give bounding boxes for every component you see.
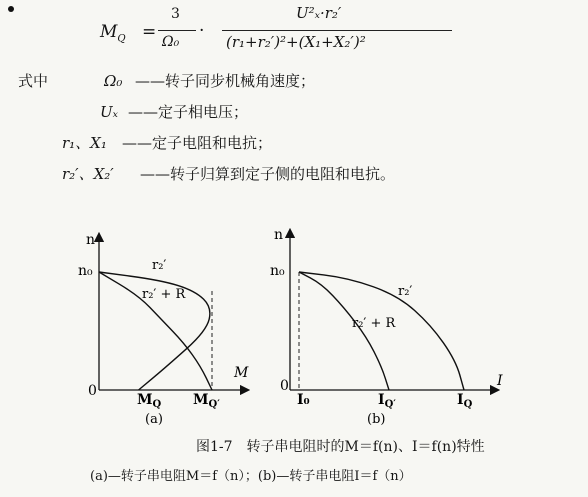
formula-lhs: $M_Q$ [100,22,126,45]
panel-b-label: (b) [367,412,386,427]
characteristic-chart [0,225,588,430]
figure-subcaption: (a)—转子串电阻M＝f（n）；(b)—转子串电阻I＝f（n） [90,469,412,484]
chart-panel-b [270,227,503,427]
bullet-dot [8,6,14,12]
n0-label-b: n₀ [270,263,285,279]
definition-lead: 式中 [18,72,49,90]
formula-equals: = [142,22,157,42]
curve-r2-b [299,272,464,390]
definition-text: ——定子相电压； [128,103,249,121]
curve-r2R-b [299,272,389,390]
symbol-definitions [18,66,578,190]
definition-symbol: Ω₀ [104,72,123,90]
definition-row [18,159,578,190]
formula-dot: · [199,21,205,41]
formula-numerator: U²ₓ·r₂′ [296,4,342,22]
zero-label-b: 0 [280,378,289,394]
definition-symbol: r₂′、X₂′ [62,165,114,183]
definition-text: ——转子同步机械角速度； [135,72,316,90]
r2-label-a: r₂′ [152,258,167,273]
mq-label-a: $M_Q$ [137,392,162,410]
definition-symbol: r₁、X₁ [62,134,107,152]
iq-prime-label-b: $I_{Q'}$ [378,392,396,410]
x-label-b: I [497,373,503,389]
definition-text: ——定子电阻和电抗； [122,134,273,152]
fraction-bar [158,30,196,31]
definition-row [18,128,578,159]
panel-a-label: (a) [145,412,163,427]
definition-row [18,66,578,97]
formula-coef-numerator: 3 [171,6,180,22]
definition-row [18,97,578,128]
x-label-a: M [234,365,249,381]
r2R-label-b: r₂′ + R [352,316,396,331]
formula-coef-denominator: Ω₀ [162,34,180,50]
definition-text: ——转子归算到定子侧的电阻和电抗。 [140,165,396,183]
r2R-label-a: r₂′ + R [142,287,186,302]
mq-prime-label-a: $M_{Q'}$ [193,392,220,410]
definition-symbol: Uₓ [100,103,118,121]
zero-label-a: 0 [88,383,97,399]
r2-label-b: r₂′ [398,284,413,299]
figure-caption: 图1-7 转子串电阻时的M＝f(n)、I＝f(n)特性 [196,439,485,455]
chart-panel-a [78,232,249,427]
n0-label-a: n₀ [78,263,93,279]
y-label-b: n [274,227,284,243]
iq-label-b: $I_Q$ [457,392,473,410]
i0-label-b: I₀ [297,392,310,408]
formula-denominator: (r₁+r₂′)²+(X₁+X₂′)² [226,33,366,51]
fraction-bar-main [222,30,452,31]
torque-formula [0,0,588,62]
y-label-a: n [86,232,96,248]
